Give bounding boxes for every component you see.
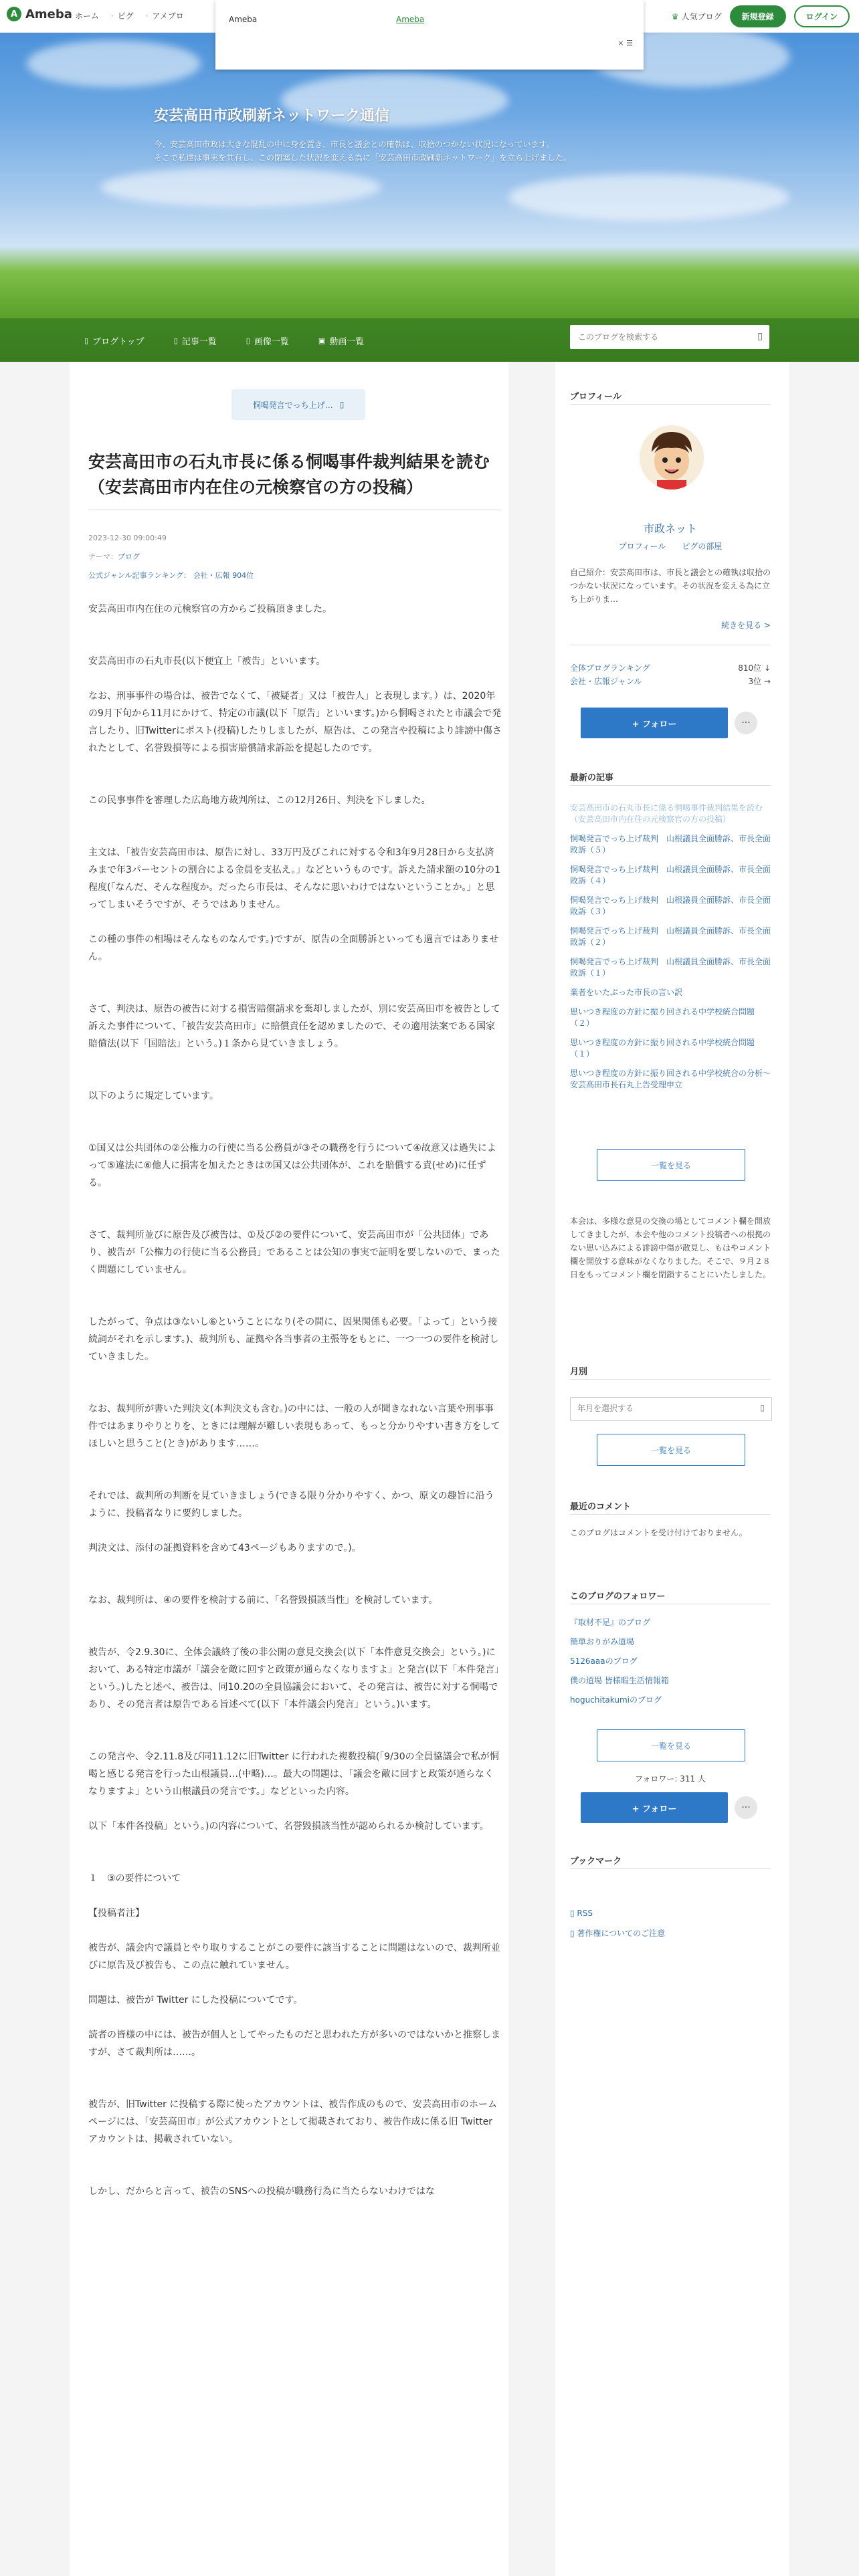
- sidebar: [555, 362, 789, 2576]
- nav-label: 画像一覧: [254, 337, 289, 347]
- recent-entry[interactable]: 業者をいたぶった市長の言い訳: [570, 988, 683, 997]
- article-paragraph: さて、判決は、原告の被告に対する損害賠償請求を棄却しましたが、別に安芸高田市を被告として訴えた事件について、「被告安芸高田市」に賠償責任を認めましたので、その適用法案である国家賠償法(以下「国賠法」という。)１条から見ていきましょう。: [88, 1004, 500, 1049]
- article-paragraph: 読者の皆様の中には、被告が個人としてやったものだと思われた方が多いのではないかと推察しますが、さて裁判所は……。: [88, 2030, 500, 2058]
- rss-icon: ▯: [570, 1909, 577, 1918]
- article-paragraph: 被告が、令2.9.30に、全体会議終了後の非公開の意見交換会(以下「本件意見交換会」という。)において、ある特定市議が「議会を敵に回すと政策が通らなくなりますよ」と発言(以下「本件発言」という。)したと述べ、被告は、同10.20の全員協議会において、その発言は、被告に対する恫喝であり、その発言者は原告である旨述べて(以下「本件議会内発言」という。)います。: [88, 1647, 500, 1710]
- month-select-input[interactable]: [571, 1398, 751, 1419]
- article-paragraph: なお、裁判所が書いた判決文(本判決文も含む。)の中には、一般の人が聞きなれない言葉や刑事事件ではあまりやりとりを、ときには理解が難しい表現もあって、もっと分かりやすい書き方をしてほしいと思うこと(とき)があります……。: [88, 1404, 500, 1449]
- blog-search-input[interactable]: [570, 325, 753, 349]
- ameba-logo-icon: A: [7, 7, 21, 21]
- article-paragraph: 問題は、被告が Twitter にした投稿についてです。: [88, 1995, 303, 2006]
- recent-see-all-button[interactable]: 一覧を見る: [597, 1149, 745, 1181]
- rss-link[interactable]: [570, 1909, 771, 1918]
- article-paragraph: 以下「本件各投稿」という。)の内容について、名誉毀損該当性が認められるか検討しています。: [88, 1821, 489, 1832]
- more-options-button[interactable]: ···: [735, 1796, 757, 1819]
- monthly-see-all-button[interactable]: 一覧を見る: [597, 1434, 745, 1466]
- article-paragraph: この民事事件を審理した広島地方裁判所は、この12月26日、判決を下しました。: [88, 795, 431, 806]
- article-paragraph: 主文は、「被告安芸高田市は、原告に対し、33万円及びこれに対する令和3年9月28日から支払済みまで年3パーセントの割合による金員を支払え。」などというものです。訴えた請求額の10分の1程度(「なんだ、そんな程度か。だったら市長は、そんなに悪いわけではないということか。」と思ってしまいそうですが、そうではありません。: [88, 847, 501, 910]
- recent-entry[interactable]: 安芸高田市の石丸市長に係る恫喝事件裁判結果を読む（安芸高田市内在住の元検察官の方の投稿）: [570, 803, 763, 824]
- logo-text: Ameba: [25, 7, 72, 21]
- recent-entry[interactable]: 恫喝発言でっち上げ裁判 山根議員全面勝訴、市長全面敗訴（１）: [570, 957, 771, 978]
- ad-banner[interactable]: [215, 0, 644, 70]
- list-icon: ▯: [173, 336, 178, 345]
- article-paragraph: なお、刑事事件の場合は、被告でなくて、「被疑者」又は「被告人」と表現します。）は、2020年の9月下旬から11月にかけて、特定の市議(以下「原告」といいます。)から恫喝されたと市議会で発言したり、旧Twitterにポスト(投稿)したりしましたが、原告は、この発言や投稿により誹謗中傷されたとして、名誉毀損等による損害賠償請求訴訟を提起したのです。: [88, 691, 502, 754]
- ad-label: Ameba: [229, 15, 258, 24]
- followers-see-all-button[interactable]: 一覧を見る: [597, 1729, 745, 1761]
- follower-blog-link[interactable]: 簡単おりがみ道場: [570, 1637, 635, 1646]
- recent-entry[interactable]: 思いつき程度の方針に振り回される中学校統合問題（１）: [570, 1038, 755, 1059]
- avatar-illustration: [640, 425, 704, 490]
- home-icon: ▯: [84, 336, 89, 345]
- divider: [570, 1379, 771, 1380]
- ranking-label[interactable]: 公式ジャンル記事ランキング：: [88, 571, 191, 580]
- popular-blog-link[interactable]: [672, 11, 722, 22]
- nav-label: 記事一覧: [181, 337, 217, 347]
- nav-entries[interactable]: [174, 334, 217, 347]
- global-nav-ameblo[interactable]: · アメブロ: [146, 10, 184, 21]
- article-paragraph: それでは、裁判所の判断を見ていきましょう(できる限り分かりやすく、かつ、原文の趣旨に沿うように、投稿者なりに要約しました。: [88, 1491, 494, 1519]
- profile-avatar[interactable]: [640, 425, 704, 490]
- blog-search: [570, 325, 769, 349]
- divider: [570, 1514, 771, 1515]
- follower-blog-link[interactable]: hoguchitakumiのブログ: [570, 1695, 662, 1705]
- global-nav-pigg[interactable]: · ピグ: [111, 10, 134, 21]
- article-date: 2023-12-30 09:00:49: [88, 534, 167, 542]
- theme-link[interactable]: ブログ: [118, 552, 140, 561]
- article-paragraph: したがって、争点は③ないし⑥ということになり(その間に、因果関係も必要。「よって」という接続詞がそれを示します。)、裁判所も、証拠や各当事者の主張等をもとに、一つ一つの要件を検討していきました。: [88, 1317, 499, 1362]
- bookmark-label: RSS: [577, 1909, 593, 1918]
- article-paragraph: 被告が、旧Twitter に投稿する際に使ったアカウントは、被告作成のもので、安芸高田市のホームページには、「安芸高田市」が公式アカウントとして掲載されており、被告作成に係る旧 Twitter アカウントは、掲載されていない。: [88, 2099, 497, 2145]
- rank-all-label: 全体ブログランキング: [570, 663, 650, 673]
- profile-link[interactable]: プロフィール: [618, 542, 666, 551]
- article-title[interactable]: 安芸高田市の石丸市長に係る恫喝事件裁判結果を読む（安芸高田市内在住の元検察官の方の投稿）: [88, 452, 490, 497]
- related-entry-label: 恫喝発言でっち上げ…: [252, 400, 333, 410]
- rank-all-value: 810位 ↓: [738, 663, 771, 673]
- article-body: [88, 601, 502, 2218]
- article-paragraph: 安芸高田市の石丸市長(以下便宜上「被告」といいます。: [88, 656, 326, 667]
- ameba-logo[interactable]: [7, 7, 72, 21]
- divider: [570, 1868, 771, 1869]
- followers-heading: このブログのフォロワー: [570, 1592, 666, 1602]
- article-paragraph: さて、裁判所並びに原告及び被告は、①及び②の要件について、安芸高田市が「公共団体」であり、被告が「公権力の行使に当る公務員」であることは公知の事実で証明を要しないので、まったく問題にしていません。: [88, 1230, 500, 1275]
- article-ranking: [88, 570, 254, 580]
- recent-entry[interactable]: 恫喝発言でっち上げ裁判 山根議員全面勝訴、市長全面敗訴（４）: [570, 865, 771, 885]
- related-entry-pill[interactable]: [231, 389, 365, 420]
- follower-blog-link[interactable]: 『取材不足』のブログ: [570, 1618, 651, 1627]
- nav-blog-top[interactable]: [84, 334, 145, 347]
- copyright-link[interactable]: [570, 1927, 771, 1939]
- rank-genre[interactable]: [570, 675, 771, 687]
- divider: [570, 785, 771, 786]
- follower-blog-link[interactable]: 僕の道場 皆様暇生活情報箱: [570, 1676, 669, 1685]
- nav-images[interactable]: [246, 334, 289, 347]
- chevron-down-icon: ▯: [760, 1403, 765, 1412]
- image-icon: ▯: [246, 336, 250, 345]
- comments-text: このブログはコメントを受け付けておりません。: [570, 1528, 747, 1537]
- follower-blog-link[interactable]: 5126aaaのブログ: [570, 1656, 638, 1666]
- rank-genre-value: 3位 →: [748, 677, 771, 686]
- ranking-genre[interactable]: 会社・広報: [193, 571, 230, 580]
- recent-heading: 最新の記事: [570, 773, 614, 783]
- bookmark-heading: ブックマーク: [570, 1856, 622, 1866]
- profile-name[interactable]: 市政ネット: [643, 522, 697, 535]
- follow-button[interactable]: + フォロー: [581, 708, 728, 738]
- rank-genre-label: 会社・広報ジャンル: [570, 677, 642, 686]
- recent-entry[interactable]: 思いつき程度の方針に振り回される中学校統合の分析～安芸高田市長石丸上告受理申立: [570, 1069, 771, 1089]
- article-paragraph: 判決文は、添付の証拠資料を含めて43ページもありますので。)。: [88, 1543, 361, 1553]
- global-nav-home[interactable]: · ホーム: [68, 10, 99, 21]
- article-theme: [88, 551, 140, 562]
- profile-more-link[interactable]: 続きを見る >: [721, 621, 771, 630]
- ad-close-button[interactable]: × ☰: [617, 39, 633, 47]
- recent-entry[interactable]: 思いつき程度の方針に振り回される中学校統合問題（２）: [570, 1007, 755, 1028]
- cloud-decoration: [508, 174, 789, 221]
- article-paragraph: 以下のように規定しています。: [88, 1091, 219, 1101]
- comments-heading: 最近のコメント: [570, 1502, 632, 1512]
- cloud-decoration: [100, 167, 381, 207]
- article-paragraph: この種の事件の相場はそんなものなんです。)ですが、原告の全面勝訴といっても過言ではありません。: [88, 934, 499, 962]
- nav-label: ブログトップ: [92, 337, 145, 347]
- profile-links: [570, 540, 771, 552]
- follower-count: フォロワー: 311 人: [635, 1774, 706, 1784]
- topbar-actions: [672, 5, 850, 27]
- blog-title[interactable]: 安芸高田市政刷新ネットワーク通信: [154, 108, 390, 124]
- login-button[interactable]: ログイン: [794, 5, 850, 27]
- article-paragraph: しかし、だからと言って、被告のSNSへの投稿が職務行為に当たらないわけではな: [88, 2186, 435, 2197]
- profile-description: 自己紹介：安芸高田市は、市長と議会との確執は収拾のつかない状況になっています。その状況を変える為に立ち上がりま…: [570, 568, 771, 604]
- recent-entries: [570, 802, 771, 1099]
- document-icon: ▯: [570, 1929, 577, 1938]
- nav-videos[interactable]: [318, 334, 364, 347]
- article-paragraph: 安芸高田市内在住の元検察官の方からご投稿頂きました。: [88, 604, 332, 615]
- blog-description: [154, 138, 662, 165]
- nav-label: 動画一覧: [329, 337, 365, 347]
- register-button[interactable]: 新規登録: [730, 5, 786, 27]
- bookmark-label: 著作権についてのご注意: [577, 1929, 666, 1938]
- cloud-decoration: [27, 40, 201, 87]
- article-paragraph: なお、裁判所は、④の要件を検討する前に、「名誉毀損該当性」を検討しています。: [88, 1595, 438, 1606]
- recent-entry[interactable]: 恫喝発言でっち上げ裁判 山根議員全面勝訴、市長全面敗訴（５）: [570, 834, 771, 855]
- follow-button-bottom[interactable]: + フォロー: [581, 1792, 728, 1823]
- profile-heading: プロフィール: [570, 392, 622, 402]
- ranking-value[interactable]: 904位: [232, 571, 254, 580]
- divider: [570, 404, 771, 405]
- crown-icon: ♛: [671, 11, 679, 21]
- more-options-button[interactable]: ···: [735, 712, 757, 734]
- theme-label: テーマ：: [88, 552, 118, 561]
- ad-link[interactable]: Ameba: [396, 15, 425, 24]
- recent-entry[interactable]: 恫喝発言でっち上げ裁判 山根議員全面勝訴、市長全面敗訴（２）: [570, 926, 771, 947]
- blog-description-line: そこで私達は事実を共有し、この閉塞した状況を変える為に「安芸高田市政刷新ネットワーク」を立ち上げました。: [154, 153, 572, 163]
- article-paragraph: 【投稿者注】: [88, 1908, 145, 1919]
- month-select[interactable]: [570, 1397, 772, 1421]
- blog-description-line: 今、安芸高田市政は大きな混乱の中に身を置き、市長と議会との確執は、収拾のつかない状況になっています。: [154, 140, 555, 149]
- comment-policy-note: 本会は、多様な意見の交換の場としてコメント欄を開放してきましたが、本会や他のコメント投稿者への根拠のない思い込みによる誹謗中傷が散見し、もはやコメント欄を開放する意味がなくなりました。そこで、９月２８日をもってコメント欄を閉鎖することにいたしました。: [570, 1216, 771, 1279]
- external-link-icon: ▯: [339, 400, 345, 409]
- article-paragraph: この発言や、令2.11.8及び同11.12に旧Twitter に行われた複数投稿(「9/30の全員協議会で私が恫喝と感じる発言を行った山根議員…(中略)…。最大の問題は、「議会を敵に回すと政策が通らなくなりますよ」という山根議員の発言です。」などといった内容。: [88, 1751, 499, 1797]
- recent-entry[interactable]: 恫喝発言でっち上げ裁判 山根議員全面勝訴、市長全面敗訴（３）: [570, 895, 771, 916]
- global-nav: [68, 10, 184, 21]
- followers-list: [570, 1617, 771, 1714]
- article-paragraph: 被告が、議会内で議員とやり取りすることがこの要件に該当することに問題はないので、裁判所並びに原告及び被告も、この点に触れていません。: [88, 1943, 500, 1971]
- video-icon: ▣: [318, 336, 326, 345]
- monthly-heading: 月別: [570, 1367, 588, 1377]
- search-icon[interactable]: ▯: [757, 331, 763, 342]
- popular-blog-label: 人気ブログ: [681, 12, 722, 21]
- rank-all[interactable]: [570, 662, 771, 673]
- pigg-room-link[interactable]: ピグの部屋: [682, 542, 723, 551]
- article-paragraph: １ ③の要件について: [88, 1873, 181, 1884]
- article-paragraph: ①国又は公共団体の②公権力の行使に当る公務員が③その職務を行うについて④故意又は過失によって⑤違法に⑥他人に損害を加えたときは⑦国又は公共団体が、これを賠償する責(せめ)に任ずる。: [88, 1143, 496, 1188]
